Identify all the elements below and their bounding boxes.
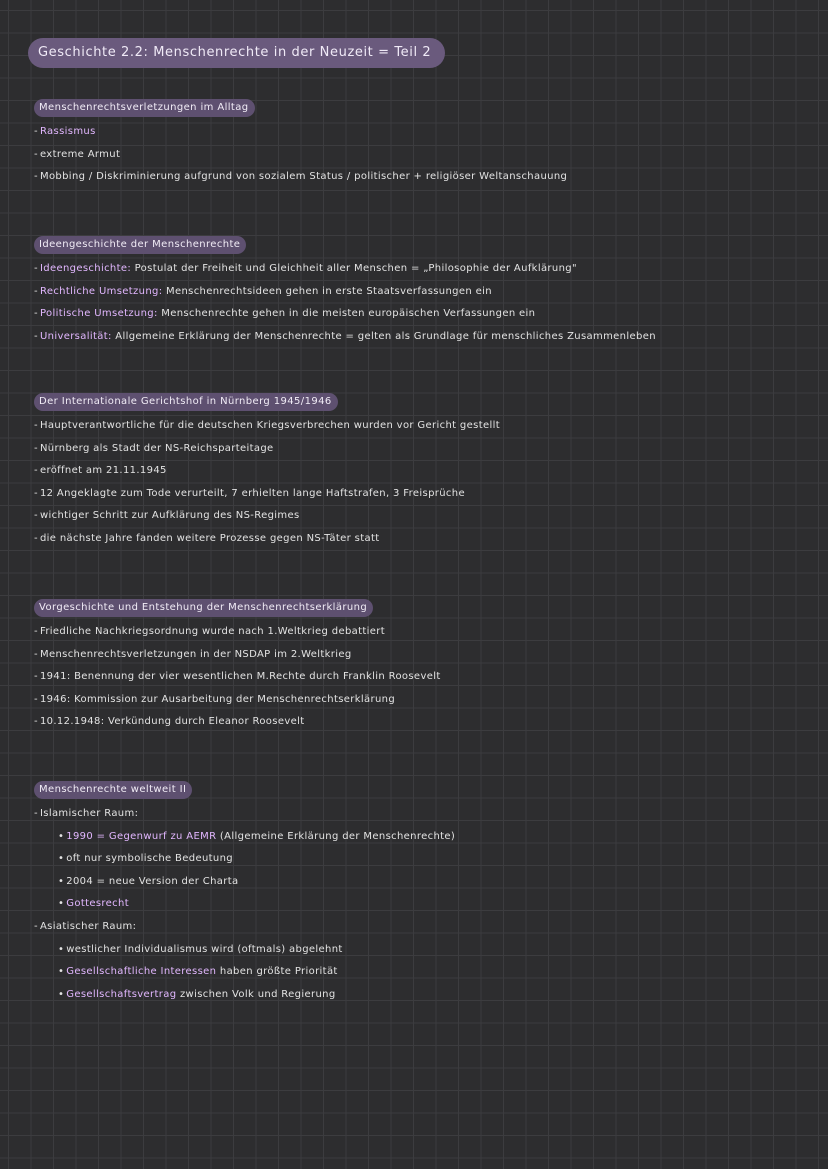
bullet-marker: •: [58, 988, 65, 1000]
list-item: [34, 939, 814, 962]
item-text: Mobbing / Diskriminierung aufgrund von sozialem Status / politischer + religiöser Weltanschauung: [39, 171, 568, 183]
highlighted-text: Rassismus: [39, 126, 96, 137]
bullet-marker: -: [34, 263, 38, 274]
list-item: [34, 166, 814, 189]
section-3: [34, 389, 814, 551]
bullet-marker: -: [34, 920, 38, 932]
item-text: oft nur symbolische Bedeutung: [66, 853, 233, 865]
item-text: 10.12.1948: Verkündung durch Eleanor Roosevelt: [39, 716, 305, 728]
item-text: Hauptverantwortliche für die deutschen Kriegsverbrechen wurden vor Gericht gestellt: [39, 420, 500, 431]
bullet-marker: •: [58, 830, 65, 842]
item-text: 2004 = neue Version der Charta: [66, 875, 239, 887]
item-text: 1941: Benennung der vier wesentlichen M.Rechte durch Franklin Roosevelt: [39, 671, 441, 683]
item-text: Friedliche Nachkriegsordnung wurde nach 1.Weltkrieg debattiert: [39, 626, 386, 637]
bullet-marker: -: [34, 126, 38, 137]
bullet-marker: -: [34, 148, 38, 160]
section-lines: [34, 258, 814, 348]
bullet-marker: -: [34, 693, 38, 705]
item-text: Asiatischer Raum:: [39, 920, 137, 932]
highlighted-text: Politische Umsetzung:: [39, 308, 158, 320]
list-item: [34, 689, 814, 712]
item-text: extreme Armut: [39, 148, 121, 160]
list-item: [34, 281, 814, 304]
list-item: [34, 121, 814, 144]
section-heading: Vorgeschichte und Entstehung der Menschenrechtserklärung: [34, 599, 373, 617]
highlighted-text: Universalität:: [39, 330, 112, 342]
section-1: [34, 95, 814, 189]
item-text: wichtiger Schritt zur Aufklärung des NS-Regimes: [39, 510, 300, 522]
list-item: [34, 803, 814, 826]
item-text: Allgemeine Erklärung der Menschenrechte = gelten als Grundlage für menschliches Zusammenleben: [111, 330, 656, 342]
bullet-marker: -: [34, 626, 38, 637]
list-item: [34, 438, 814, 461]
bullet-marker: -: [34, 465, 38, 477]
item-text: die nächste Jahre fanden weitere Prozesse gegen NS-Täter statt: [39, 532, 380, 544]
highlighted-text: Ideengeschichte:: [39, 263, 132, 274]
highlighted-text: Gesellschaftsvertrag: [66, 988, 177, 1000]
bullet-marker: -: [34, 285, 38, 297]
item-text: Postulat der Freiheit und Gleichheit aller Menschen = „Philosophie der Aufklärung": [131, 263, 577, 274]
highlighted-text: Rechtliche Umsetzung:: [39, 285, 163, 297]
bullet-marker: -: [34, 808, 38, 819]
item-text: westlicher Individualismus wird (oftmals) abgelehnt: [66, 943, 343, 955]
list-item: [34, 621, 814, 644]
highlighted-text: Gottesrecht: [66, 898, 129, 910]
bullet-marker: -: [34, 442, 38, 454]
list-item: [34, 644, 814, 667]
list-item: [34, 483, 814, 506]
list-item: [34, 415, 814, 438]
item-text: Menschenrechte gehen in die meisten europäischen Verfassungen ein: [157, 308, 536, 320]
section-heading: Menschenrechtsverletzungen im Alltag: [34, 99, 255, 117]
list-item: [34, 984, 814, 1007]
item-text: Islamischer Raum:: [39, 808, 139, 819]
list-item: [34, 961, 814, 984]
list-item: [34, 893, 814, 916]
bullet-marker: -: [34, 510, 38, 522]
section-heading: Ideengeschichte der Menschenrechte: [34, 236, 246, 254]
list-item: [34, 666, 814, 689]
list-item: [34, 871, 814, 894]
page-title: Geschichte 2.2: Menschenrechte in der Neuzeit = Teil 2: [28, 38, 445, 68]
item-text: haben größte Priorität: [216, 966, 338, 978]
list-item: [34, 848, 814, 871]
highlighted-text: Gesellschaftliche Interessen: [66, 966, 217, 978]
bullet-marker: •: [58, 943, 65, 955]
bullet-marker: -: [34, 330, 38, 342]
list-item: [34, 916, 814, 939]
bullet-marker: •: [58, 966, 65, 978]
list-item: [34, 826, 814, 849]
bullet-marker: -: [34, 671, 38, 683]
item-text: Menschenrechtsideen gehen in erste Staatsverfassungen ein: [162, 285, 492, 297]
section-4: [34, 595, 814, 734]
bullet-marker: -: [34, 171, 38, 183]
section-lines: [34, 621, 814, 734]
item-text: Menschenrechtsverletzungen in der NSDAP im 2.Weltkrieg: [39, 648, 352, 660]
list-item: [34, 303, 814, 326]
bullet-marker: -: [34, 648, 38, 660]
item-text: (Allgemeine Erklärung der Menschenrechte): [216, 830, 456, 842]
list-item: [34, 711, 814, 734]
bullet-marker: •: [58, 875, 65, 887]
bullet-marker: -: [34, 487, 38, 499]
bullet-marker: -: [34, 420, 38, 431]
bullet-marker: -: [34, 308, 38, 320]
item-text: 1946: Kommission zur Ausarbeitung der Menschenrechtserklärung: [39, 693, 396, 705]
list-item: [34, 528, 814, 551]
section-heading: Der Internationale Gerichtshof in Nürnberg 1945/1946: [34, 393, 338, 411]
item-text: eröffnet am 21.11.1945: [39, 465, 167, 477]
list-item: [34, 258, 814, 281]
item-text: 12 Angeklagte zum Tode verurteilt, 7 erhielten lange Haftstrafen, 3 Freisprüche: [39, 487, 465, 499]
section-lines: [34, 415, 814, 551]
highlighted-text: 1990 = Gegenwurf zu AEMR: [66, 830, 217, 842]
item-text: zwischen Volk und Regierung: [176, 988, 336, 1000]
bullet-marker: -: [34, 532, 38, 544]
section-lines: [34, 121, 814, 189]
list-item: [34, 460, 814, 483]
section-2: [34, 232, 814, 348]
list-item: [34, 505, 814, 528]
section-5: [34, 777, 814, 1006]
bullet-marker: •: [58, 898, 65, 910]
list-item: [34, 326, 814, 349]
section-lines: [34, 803, 814, 1006]
bullet-marker: -: [34, 716, 38, 728]
bullet-marker: •: [58, 853, 65, 865]
list-item: [34, 144, 814, 167]
section-heading: Menschenrechte weltweit II: [34, 781, 192, 799]
item-text: Nürnberg als Stadt der NS-Reichsparteitage: [39, 442, 274, 454]
